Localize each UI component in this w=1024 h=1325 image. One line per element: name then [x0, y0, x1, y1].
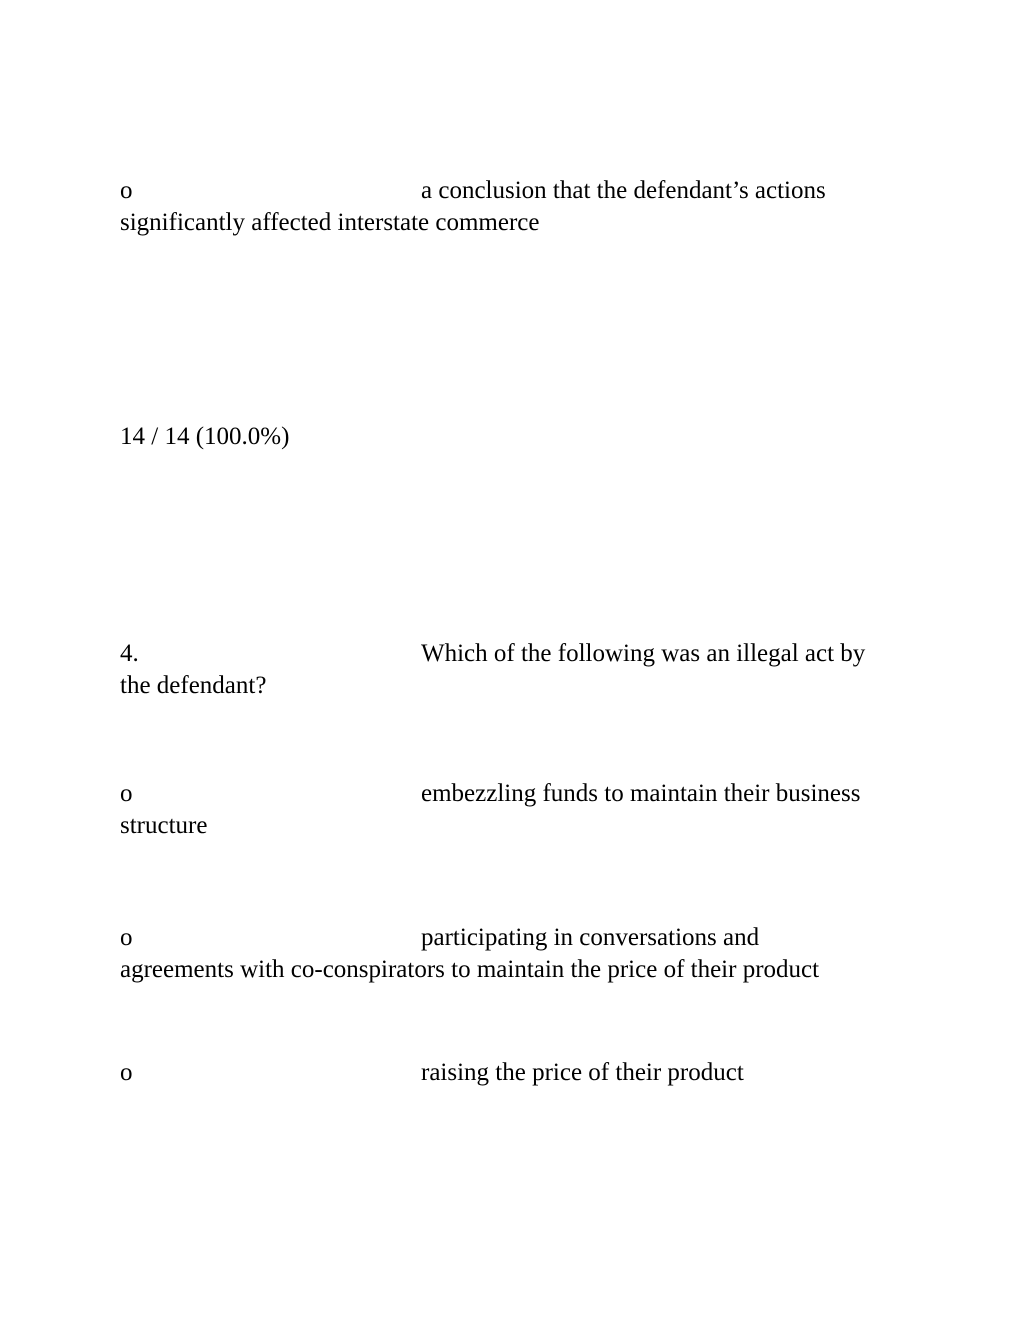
answer-option-1[interactable]: [120, 778, 910, 842]
option-line-2: [120, 207, 910, 239]
option-line-1: [120, 1057, 910, 1089]
question-number: 4.: [120, 640, 139, 667]
option-text-line-1: raising the price of their product: [421, 1059, 744, 1086]
option-line-1: [120, 778, 910, 810]
option-text-line-2: significantly affected interstate commerce: [120, 209, 540, 236]
question-4: [120, 638, 910, 702]
option-text-line-1: participating in conversations and: [421, 924, 760, 951]
option-text-line-1: a conclusion that the defendant’s actions: [421, 177, 826, 204]
question-text-line-1: Which of the following was an illegal act by: [421, 640, 866, 667]
answer-option-prev: [120, 175, 910, 239]
question-text-line-2: the defendant?: [120, 672, 267, 699]
option-marker[interactable]: o: [120, 924, 133, 951]
option-line-2: [120, 810, 910, 842]
option-line-2: [120, 954, 910, 986]
answer-option-2[interactable]: [120, 922, 910, 986]
question-line-1: [120, 638, 910, 670]
option-text-line-2: agreements with co-conspirators to maintain the price of their product: [120, 956, 820, 983]
option-line-1: [120, 175, 910, 207]
option-marker[interactable]: o: [120, 1059, 133, 1086]
option-text-line-1: embezzling funds to maintain their business: [421, 780, 861, 807]
option-marker[interactable]: o: [120, 780, 133, 807]
score-text: 14 / 14 (100.0%): [120, 423, 290, 450]
answer-option-3[interactable]: [120, 1057, 910, 1089]
option-line-1: [120, 922, 910, 954]
option-marker: o: [120, 177, 133, 204]
option-text-line-2: structure: [120, 812, 208, 839]
question-line-2: [120, 670, 910, 702]
